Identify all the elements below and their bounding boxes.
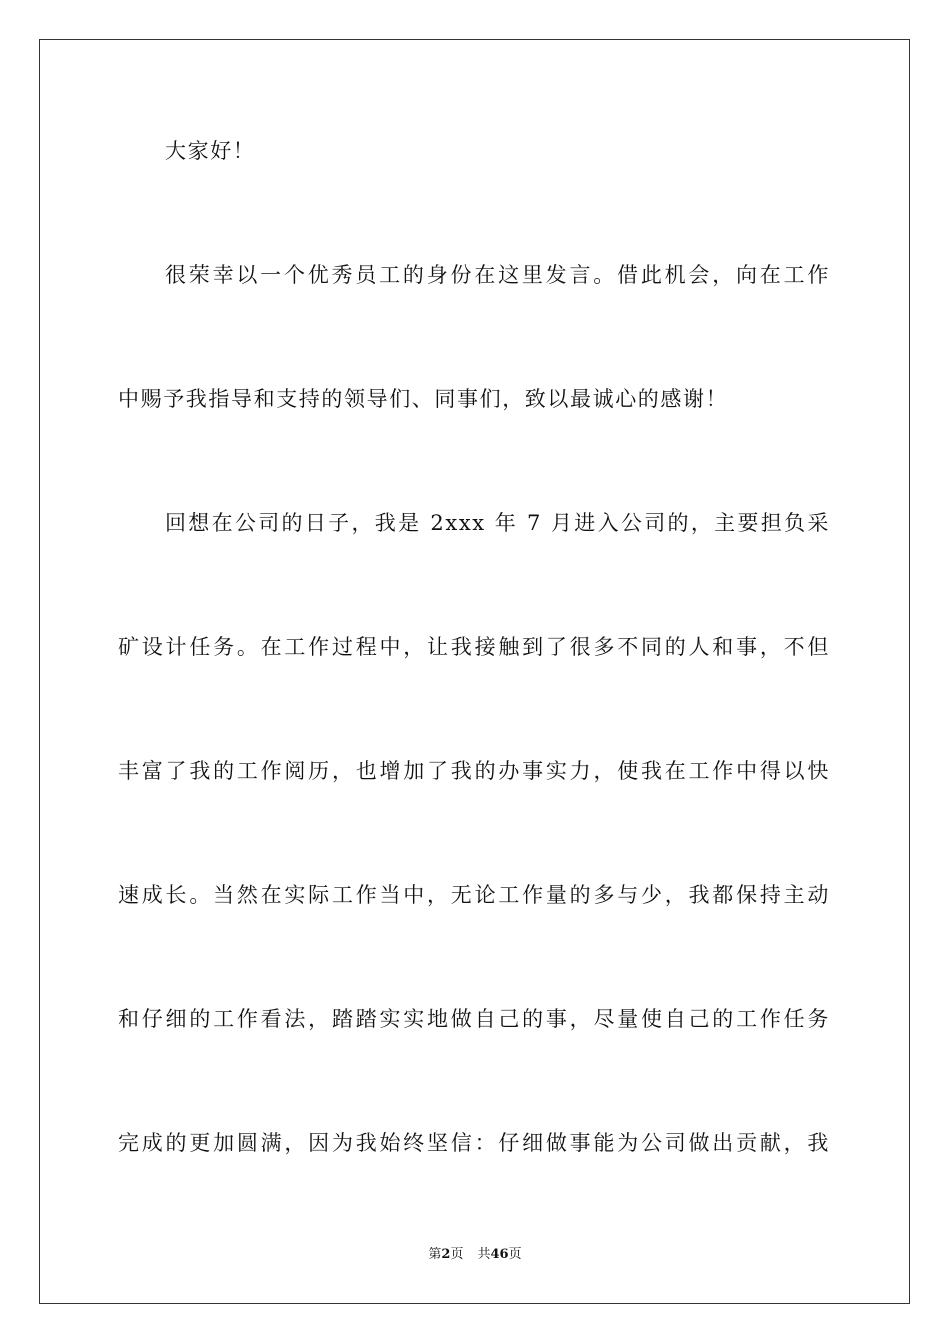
paragraph-2-line-1: 回想在公司的日子，我是 2xxx 年 7 月进入公司的，主要担负采 [165, 511, 830, 535]
page-suffix: 页 [450, 1247, 464, 1262]
greeting-line: 大家好！ [165, 139, 256, 163]
paragraph-2-line-5: 和仔细的工作看法，踏踏实实地做自己的事，尽量使自己的工作任务 [118, 1007, 830, 1031]
page-total-number: 46 [490, 1247, 509, 1262]
page-border [39, 39, 910, 1304]
paragraph-2-line-3: 丰富了我的工作阅历，也增加了我的办事实力，使我在工作中得以快 [118, 759, 830, 783]
total-suffix: 页 [508, 1247, 522, 1262]
paragraph-1-line-2: 中赐予我指导和支持的领导们、同事们，致以最诚心的感谢！ [118, 387, 729, 411]
paragraph-2-line-4: 速成长。当然在实际工作当中，无论工作量的多与少，我都保持主动 [118, 883, 830, 907]
page-footer [0, 1246, 950, 1264]
page-current-number: 2 [441, 1247, 451, 1262]
total-prefix: 共 [477, 1247, 491, 1262]
paragraph-2-line-2: 矿设计任务。在工作过程中，让我接触到了很多不同的人和事，不但 [118, 635, 830, 659]
paragraph-2-line-6: 完成的更加圆满，因为我始终坚信：仔细做事能为公司做出贡献，我 [118, 1131, 830, 1155]
page-prefix: 第 [428, 1247, 442, 1262]
paragraph-1-line-1: 很荣幸以一个优秀员工的身份在这里发言。借此机会，向在工作 [165, 263, 830, 287]
